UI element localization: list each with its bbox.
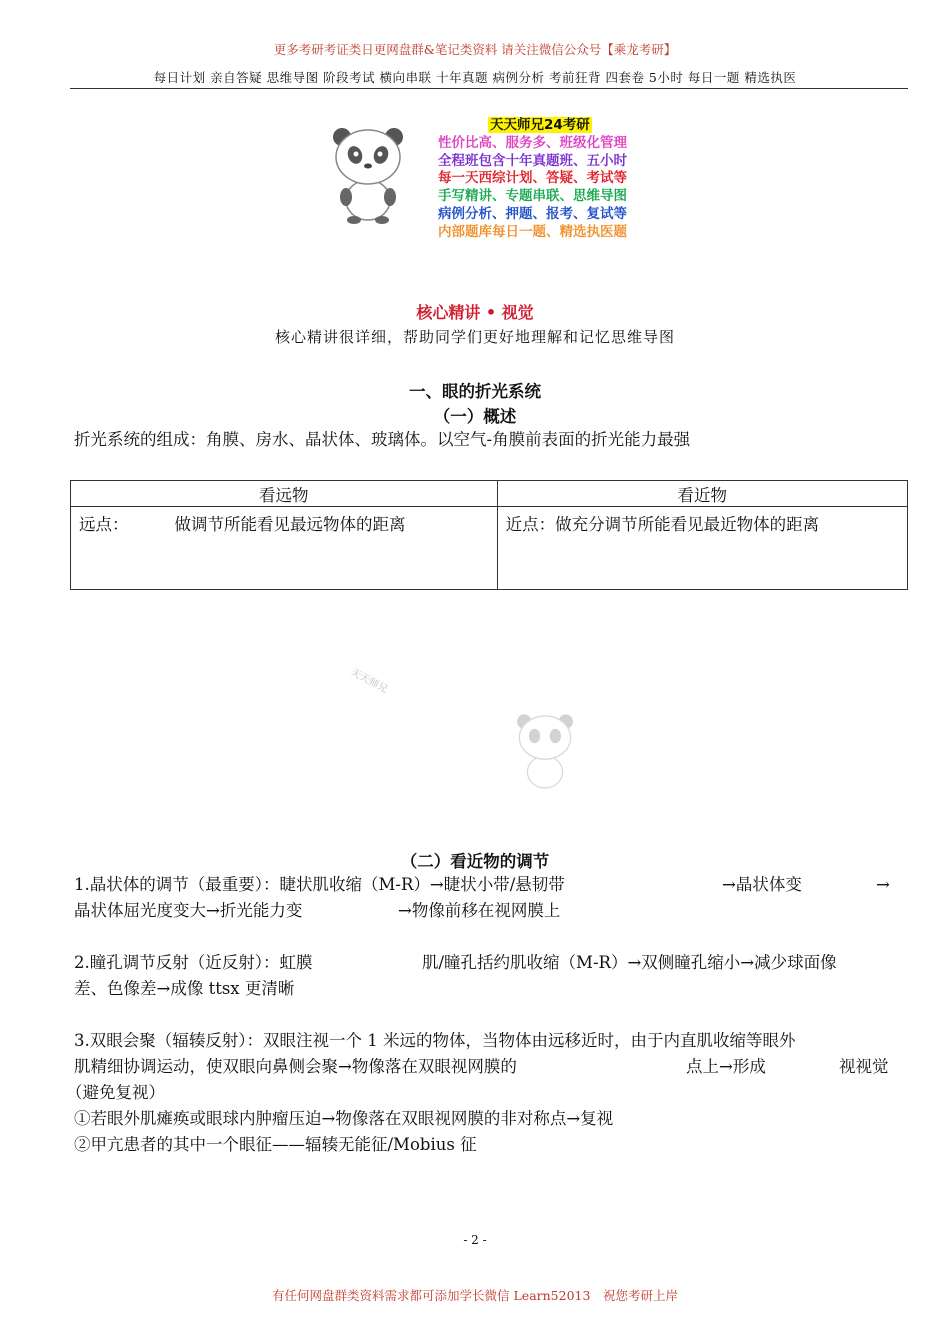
p2-text-c: 差、色像差→成像 ttsx 更清晰 <box>74 979 295 998</box>
p3-text-a: 3.双眼会聚（辐辏反射）：双眼注视一个 1 米远的物体，当物体由远移近时，由于内直肌收缩等眼外 <box>74 1031 796 1050</box>
p1-text-a: 1.晶状体的调节（最重要）：睫状肌收缩（M-R）→睫状小带/悬韧带 <box>74 875 565 894</box>
watermark-text: 天天师兄 <box>348 667 390 696</box>
p5-text: ②甲亢患者的其中一个眼征——辐辏无能征/Mobius 征 <box>74 1135 477 1154</box>
subsection-heading-2: （二）看近物的调节 <box>400 852 550 871</box>
p3-text-e: （避免复视） <box>66 1083 165 1102</box>
table-cell-near: 近点：做充分调节所能看见最近物体的距离 <box>497 507 907 590</box>
promo-line: 全程班包含十年真题班、五小时 <box>438 152 627 169</box>
table-header-far: 看远物 <box>71 481 498 507</box>
paragraph-1 <box>74 872 910 924</box>
header-notice: 更多考研考证类日更网盘群&笔记类资料 请关注微信公众号【乘龙考研】 <box>273 42 677 57</box>
far-point-text: 做调节所能看见最远物体的距离 <box>174 515 406 534</box>
promo-title: 天天师兄24考研 <box>490 117 590 133</box>
p2-text-a: 2.瞳孔调节反射（近反射）：虹膜 <box>74 953 313 972</box>
p3-text-b: 肌精细协调运动，使双眼向鼻侧会聚→物像落在双眼视网膜的 <box>74 1057 517 1076</box>
table-header-near: 看近物 <box>497 481 907 507</box>
comparison-table <box>70 480 908 590</box>
p3-text-d: 视视觉 <box>839 1057 889 1076</box>
page-number: - 2 - <box>463 1233 487 1247</box>
promo-line: 性价比高、服务多、班级化管理 <box>438 134 627 151</box>
p1-text-c: → <box>876 875 890 894</box>
p3-text-c: 点上→形成 <box>686 1057 766 1076</box>
doc-title: 核心精讲 • 视觉 <box>416 303 534 322</box>
table-cell-far <box>71 507 498 590</box>
p4-text: ①若眼外肌瘫痪或眼球内肿瘤压迫→物像落在双眼视网膜的非对称点→复视 <box>74 1109 614 1128</box>
p1-text-b: →晶状体变 <box>722 875 802 894</box>
header-divider <box>70 88 908 89</box>
paragraph-2 <box>74 950 910 1002</box>
p2-text-b: 肌/瞳孔括约肌收缩（M-R）→双侧瞳孔缩小→减少球面像 <box>422 953 837 972</box>
footer-notice: 有任何网盘群类资料需求都可添加学长微信 Learn52013 祝您考研上岸 <box>272 1288 678 1303</box>
section-heading: 一、眼的折光系统 <box>409 382 541 401</box>
panda-watermark-icon <box>510 712 580 792</box>
paragraph-3 <box>66 1028 910 1158</box>
far-point-label: 远点： <box>79 515 129 534</box>
promo-line: 手写精讲、专题串联、思维导图 <box>438 188 627 205</box>
subsection-heading: （一）概述 <box>433 407 517 426</box>
panda-logo-icon <box>328 125 408 225</box>
promo-line: 每一天西综计划、答疑、考试等 <box>438 170 627 187</box>
overview-paragraph: 折光系统的组成：角膜、房水、晶状体、玻璃体。以空气-角膜前表面的折光能力最强 <box>74 430 691 449</box>
doc-subtitle: 核心精讲很详细，帮助同学们更好地理解和记忆思维导图 <box>274 328 675 346</box>
promo-block <box>438 117 627 242</box>
p1-text-e: →物像前移在视网膜上 <box>398 901 561 920</box>
promo-line: 内部题库每日一题、精选执医题 <box>438 223 627 240</box>
header-nav: 每日计划 亲自答疑 思维导图 阶段考试 横向串联 十年真题 病例分析 考前狂背 四套卷 5小时 每日一题 精选执医 <box>153 70 797 85</box>
p1-text-d: 晶状体屈光度变大→折光能力变 <box>74 901 303 920</box>
promo-line: 病例分析、押题、报考、复试等 <box>438 205 627 222</box>
